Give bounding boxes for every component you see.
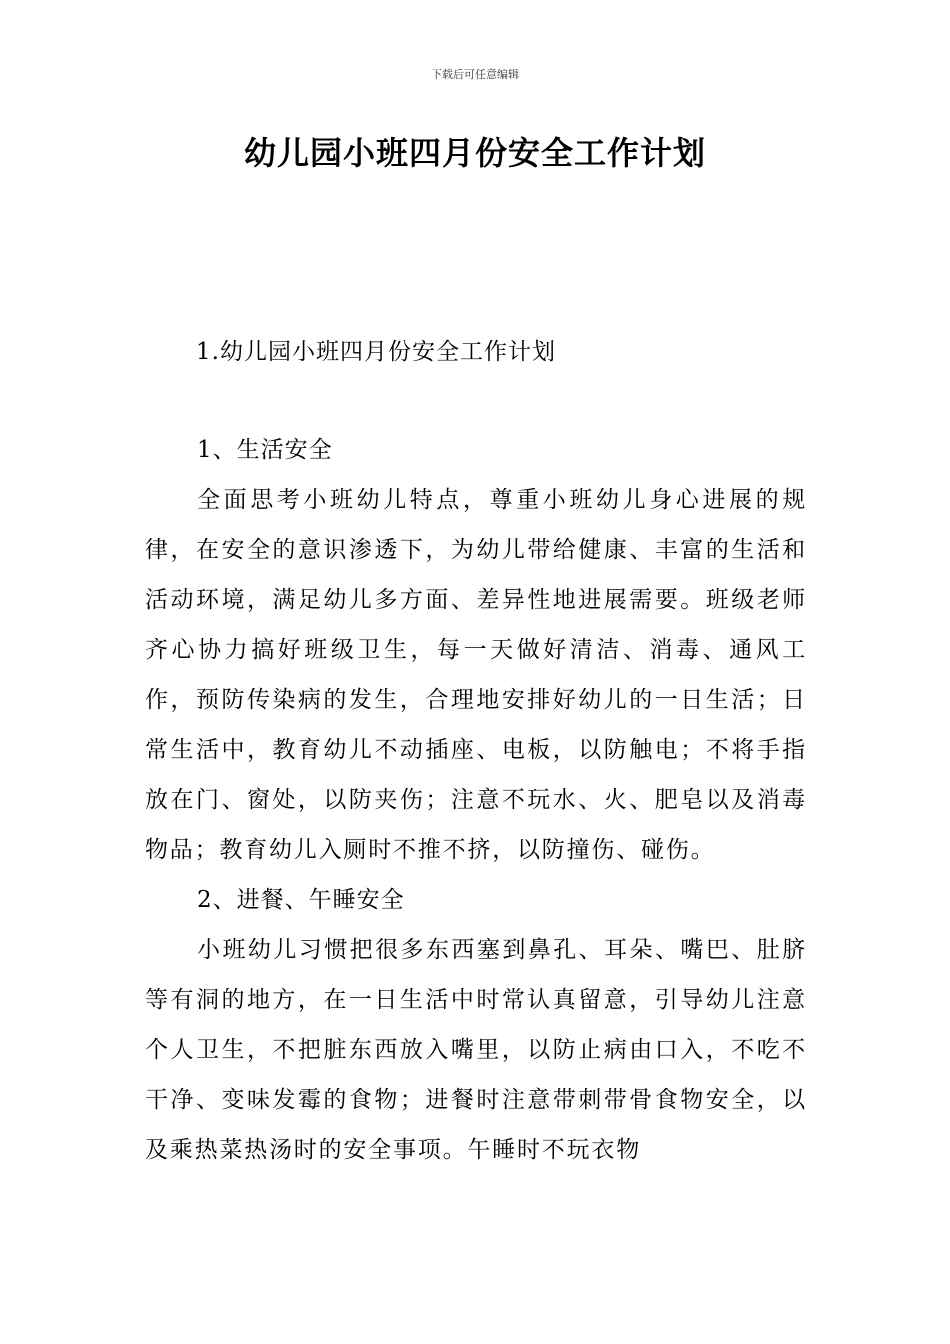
section-paragraph-meal-nap-safety: 小班幼儿习惯把很多东西塞到鼻孔、耳朵、嘴巴、肚脐等有洞的地方，在一日生活中时常认真留意，引导幼儿注意个人卫生，不把脏东西放入嘴里，以防止病由口入，不吃不干净、变味发霉的食物；进餐时注意带刺带骨食物安全，以及乘热菜热汤时的安全事项。午睡时不玩衣物 [145, 937, 807, 1163]
document-title: 幼儿园小班四月份安全工作计划 [243, 134, 706, 172]
watermark-text: 下载后可任意编辑 [431, 68, 519, 81]
section-paragraph-life-safety: 全面思考小班幼儿特点，尊重小班幼儿身心进展的规律，在安全的意识渗透下，为幼儿带给健康、丰富的生活和活动环境，满足幼儿多方面、差异性地进展需要。班级老师齐心协力搞好班级卫生，每一天做好清洁、消毒、通风工作，预防传染病的发生，合理地安排好幼儿的一日生活；日常生活中，教育幼儿不动插座、电板，以防触电；不将手指放在门、窗处，以防夹伤；注意不玩水、火、肥皂以及消毒物品；教育幼儿入厕时不推不挤，以防撞伤、碰伤。 [145, 487, 807, 863]
document-subtitle: 1.幼儿园小班四月份安全工作计划 [196, 339, 556, 365]
section-heading-meal-nap-safety: 2、进餐、午睡安全 [197, 887, 405, 913]
document-body [145, 425, 807, 1175]
section-heading-life-safety: 1、生活安全 [197, 437, 333, 463]
